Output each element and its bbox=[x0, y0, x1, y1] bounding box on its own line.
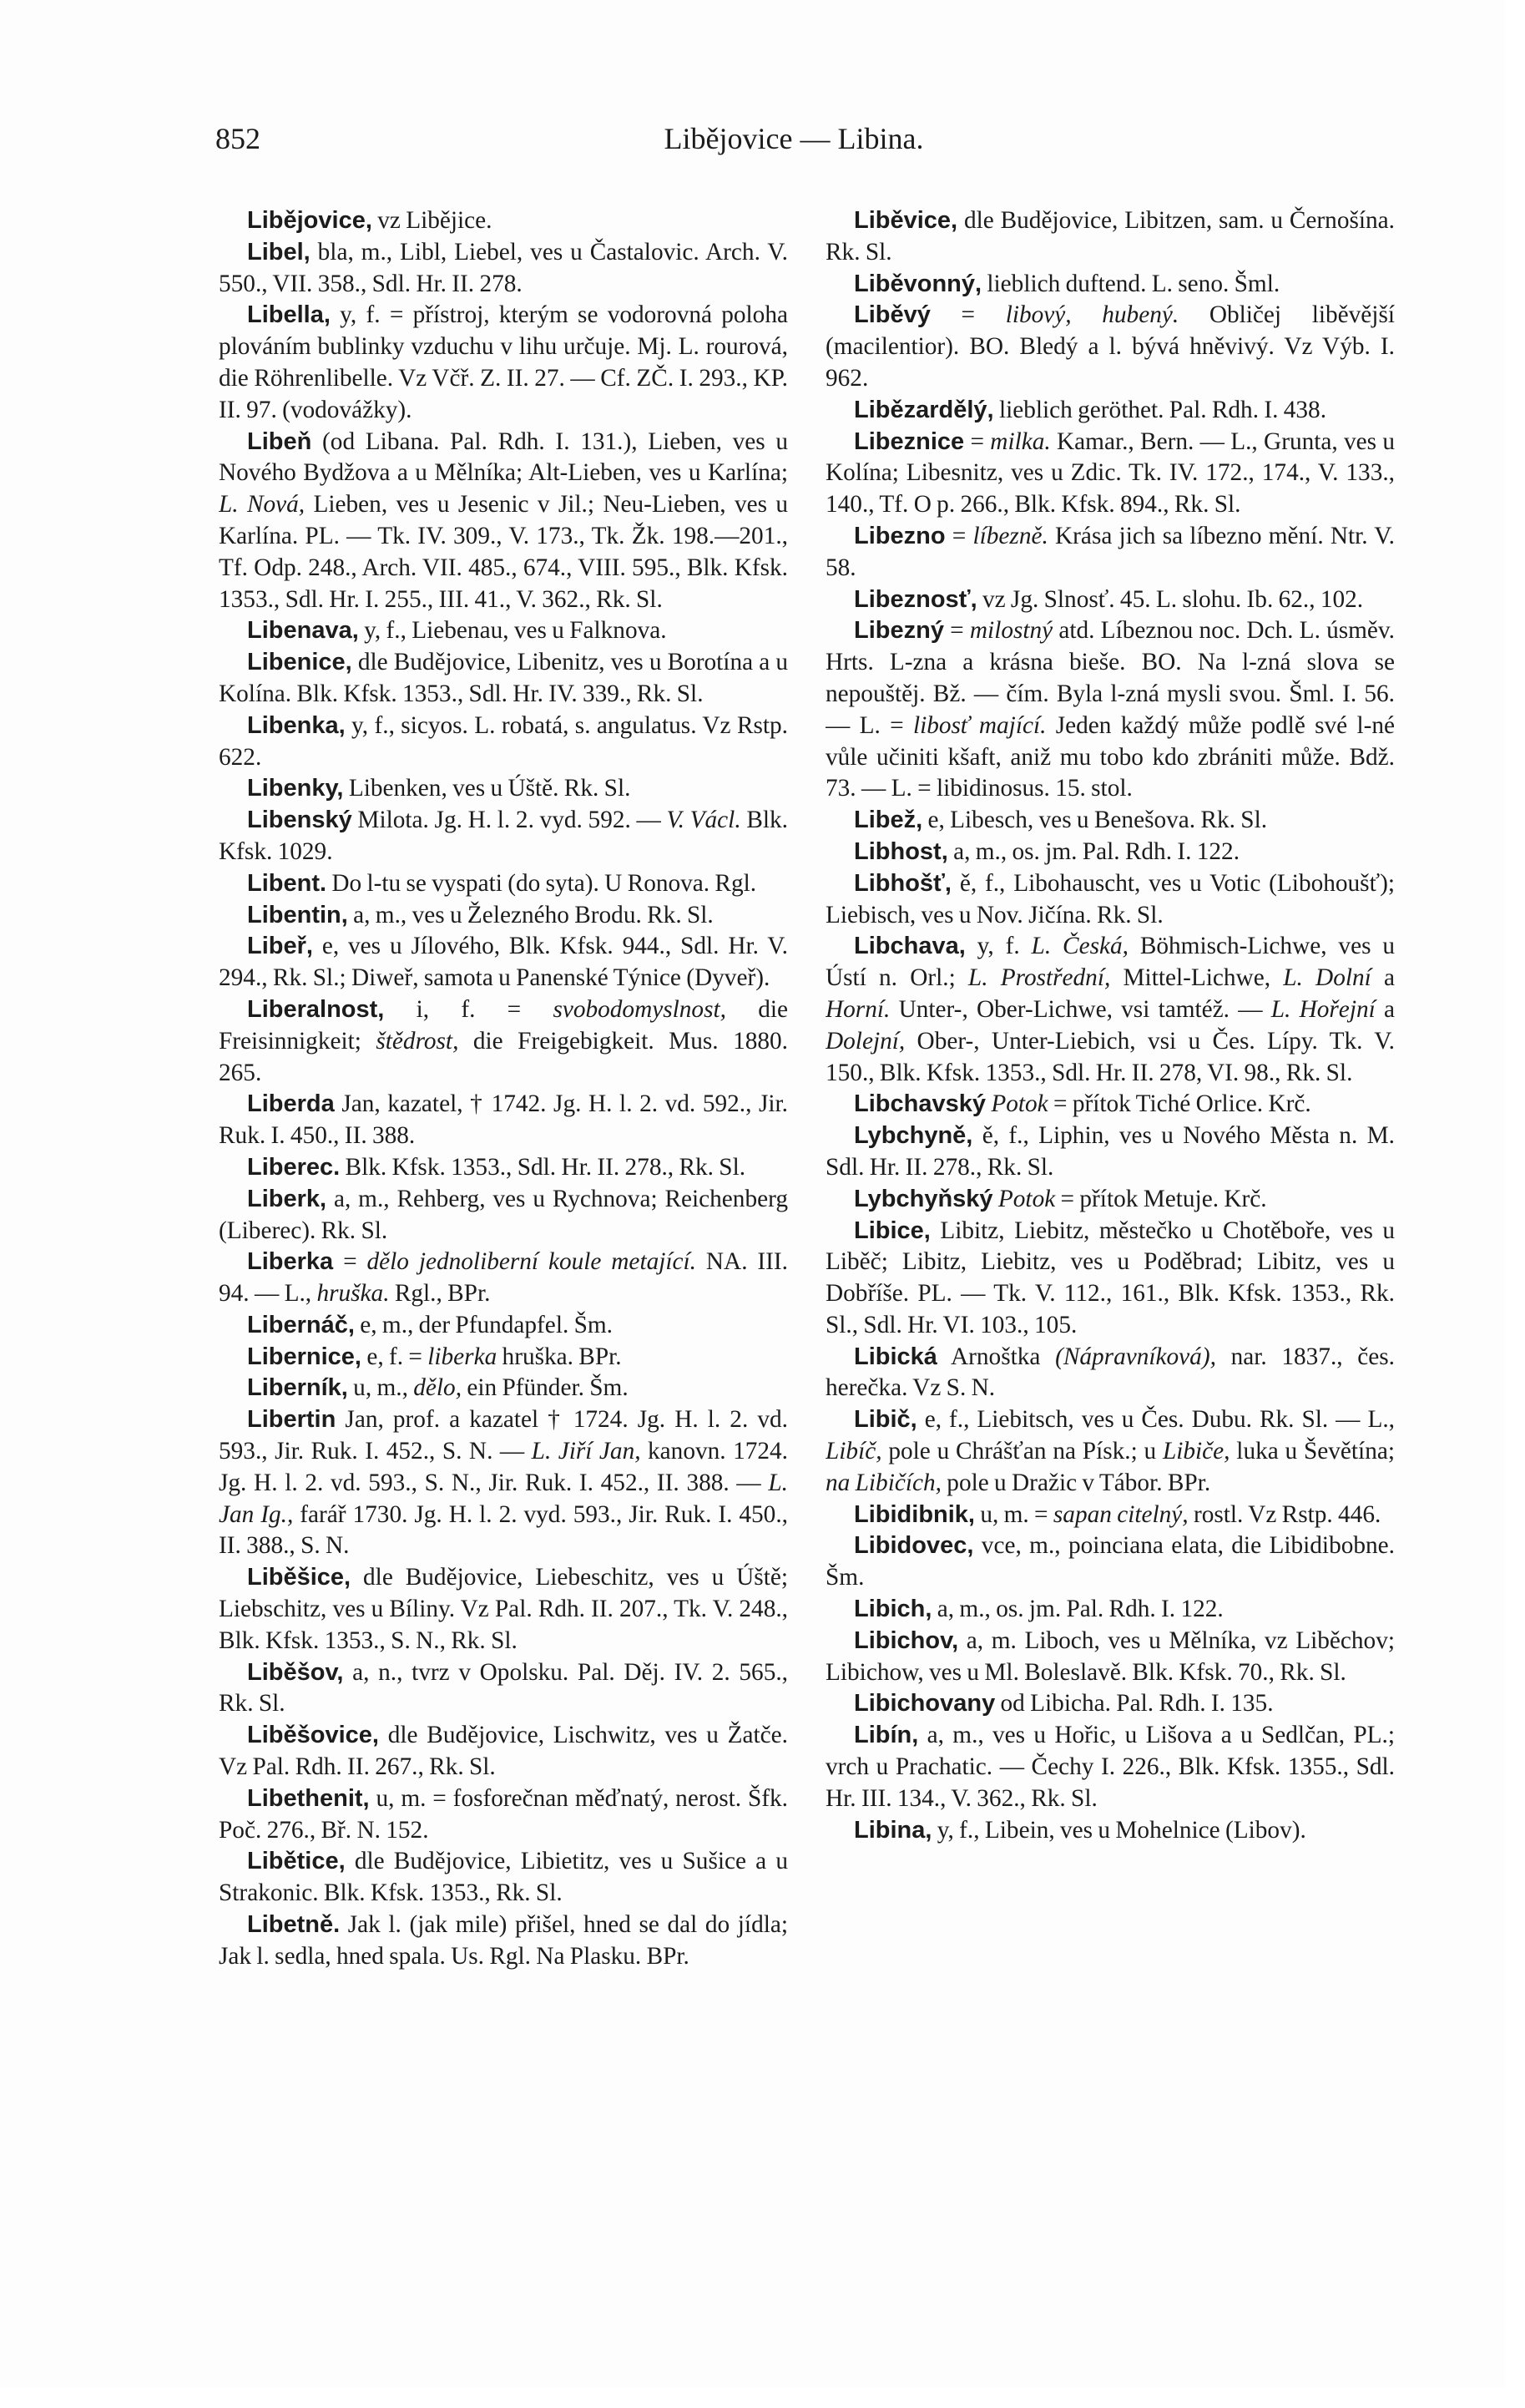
dictionary-entry bbox=[219, 805, 788, 868]
dictionary-entry bbox=[219, 900, 788, 932]
entry-headword: Lybchyňský bbox=[854, 1185, 993, 1212]
dictionary-entry bbox=[219, 711, 788, 774]
entry-text: vz Jg. Slnosť. 45. L. slohu. Ib. 62., 102. bbox=[977, 585, 1364, 613]
entry-text: y, f., sicyos. L. robatá, s. angulatus. Vz Rstp. 622. bbox=[219, 711, 788, 771]
entry-headword: Libchava, bbox=[854, 933, 966, 960]
entry-headword: Liberda bbox=[247, 1090, 335, 1118]
dictionary-entry bbox=[219, 1152, 788, 1184]
dictionary-entry bbox=[219, 1783, 788, 1847]
entry-headword: Libhost, bbox=[854, 837, 948, 865]
entry-headword: Liberk, bbox=[247, 1185, 327, 1212]
dictionary-entry bbox=[219, 868, 788, 900]
entry-text: = bbox=[930, 301, 1006, 329]
entry-text: = bbox=[943, 617, 970, 645]
dictionary-entry bbox=[826, 1342, 1395, 1405]
dictionary-entry bbox=[219, 1657, 788, 1721]
entry-italic-text: V. Václ. bbox=[666, 807, 741, 834]
dictionary-entry bbox=[219, 994, 788, 1089]
entry-text: bla, m., Libl, Liebel, ves u Častalovic. Arch. V. 550., VII. 358., Sdl. Hr. II. 278. bbox=[219, 238, 788, 297]
dictionary-entry bbox=[219, 205, 788, 237]
entry-headword: Libentin, bbox=[247, 901, 348, 928]
entry-text: die Freigebigkeit. Mus. 1880. 265. bbox=[219, 1027, 788, 1086]
entry-headword: Libichovany bbox=[854, 1690, 996, 1717]
dictionary-entry bbox=[826, 1404, 1395, 1499]
entry-text: lieblich geröthet. Pal. Rdh. I. 438. bbox=[993, 396, 1327, 423]
entry-headword: Libeř, bbox=[247, 933, 313, 960]
entry-text: Jak l. (jak mile) přišel, hned se dal do jídla; Jak l. sedla, hned spala. Us. Rgl. Na Plasku. BPr. bbox=[219, 1911, 788, 1970]
entry-text: = bbox=[333, 1248, 367, 1276]
entry-text: NA. III. 94. — L., bbox=[219, 1248, 788, 1308]
dictionary-entry bbox=[826, 837, 1395, 868]
entry-text: pole u Chrášťan na Písk.; u bbox=[881, 1438, 1163, 1465]
entry-headword: Libín, bbox=[854, 1722, 919, 1749]
entry-headword: Libězardělý, bbox=[854, 396, 994, 423]
entry-text: Rgl., BPr. bbox=[389, 1280, 491, 1308]
entry-italic-text: štědrost, bbox=[376, 1027, 459, 1055]
dictionary-entry bbox=[826, 1500, 1395, 1531]
entry-headword: Libel, bbox=[247, 238, 311, 266]
entry-headword: Lybchyně, bbox=[854, 1122, 973, 1150]
entry-headword: Libětice, bbox=[247, 1848, 346, 1875]
entry-italic-text: L. Prostřední, bbox=[967, 964, 1111, 992]
dictionary-entry bbox=[826, 395, 1395, 427]
entry-headword: Libchavský bbox=[854, 1090, 986, 1118]
dictionary-entry bbox=[826, 615, 1395, 805]
dictionary-entry bbox=[826, 1815, 1395, 1847]
dictionary-entry bbox=[826, 584, 1395, 616]
dictionary-entry bbox=[219, 1342, 788, 1373]
entry-italic-text: Libiče, bbox=[1162, 1438, 1230, 1465]
dictionary-entry bbox=[826, 1530, 1395, 1594]
dictionary-entry bbox=[219, 1910, 788, 1973]
entry-italic-text: L. Jiří Jan, bbox=[531, 1438, 641, 1465]
entry-text: vce, m., poinciana elata, die Libidibobne. Šm. bbox=[826, 1532, 1395, 1591]
entry-headword: Libická bbox=[854, 1343, 937, 1370]
entry-headword: Liběvice, bbox=[854, 207, 958, 234]
entry-headword: Libina, bbox=[854, 1816, 932, 1844]
entry-italic-text: milka. bbox=[990, 427, 1051, 455]
entry-text: u, m. = bbox=[975, 1500, 1053, 1528]
dictionary-entry bbox=[219, 931, 788, 994]
dictionary-entry bbox=[219, 300, 788, 426]
entry-text: Krása jich sa líbezno mění. Ntr. V. 58. bbox=[826, 522, 1395, 581]
entry-headword: Libernice, bbox=[247, 1343, 361, 1370]
dictionary-entry bbox=[826, 1089, 1395, 1121]
entry-headword: Libež, bbox=[854, 807, 923, 834]
entry-text: vz Liběјice. bbox=[371, 207, 492, 234]
entry-italic-text: L. Česká, bbox=[1031, 933, 1129, 960]
dictionary-entry bbox=[219, 647, 788, 711]
entry-text: Blk. Kfsk. 1029. bbox=[219, 807, 788, 865]
dictionary-entry bbox=[826, 1184, 1395, 1216]
entry-italic-text: Potok bbox=[997, 1185, 1056, 1212]
entry-text: Milota. Jg. H. l. 2. vyd. 592. — bbox=[351, 807, 667, 834]
dictionary-entry bbox=[219, 1404, 788, 1562]
entry-text: Ober-, Unter-Liebich, vsi u Čes. Lípy. Tk. V. 150., Blk. Kfsk. 1353., Sdl. Hr. II. 278, VI. 98., Rk. Sl. bbox=[826, 1027, 1395, 1086]
dictionary-entry bbox=[826, 521, 1395, 584]
dictionary-entry bbox=[219, 773, 788, 805]
entry-text: a, m., Rehberg, ves u Rychnova; Reichenberg (Liberec). Rk. Sl. bbox=[219, 1185, 788, 1244]
entry-italic-text: L. Hořejní bbox=[1270, 995, 1376, 1023]
entry-text: = přítok Metuje. Krč. bbox=[1055, 1185, 1267, 1212]
entry-italic-text: milostný bbox=[969, 617, 1053, 645]
entry-text: atd. Líbeznou noc. Dch. L. úsměv. Hrts. L-zna a krásna bieše. BO. Na l-zná slova se nepouštěj. Bž. — čím. Byla l-zná mysli svou. Šml. I. 56. — L. = bbox=[826, 617, 1395, 739]
entry-headword: Liběјovice, bbox=[247, 207, 372, 234]
entry-headword: Libice, bbox=[854, 1217, 931, 1244]
entry-headword: Libenky, bbox=[247, 775, 344, 802]
entry-text: e, Libesch, ves u Benešova. Rk. Sl. bbox=[922, 807, 1268, 834]
entry-headword: Libetně. bbox=[247, 1911, 341, 1939]
entry-headword: Liběšov, bbox=[247, 1658, 344, 1686]
dictionary-entry bbox=[219, 1310, 788, 1342]
dictionary-entry bbox=[826, 868, 1395, 932]
entry-text: Libitz, Liebitz, městečko u Chotěboře, ves u Liběč; Libitz, Liebitz, ves u Poděbrad; Libitz, ves u Dobříše. PL. — Tk. V. 112., 161., Blk. Kfsk. 1353., Rk. Sl., Sdl. Hr. VI. 103., 105. bbox=[826, 1217, 1395, 1338]
entry-text: Blk. Kfsk. 1353., Sdl. Hr. II. 278., Rk. Sl. bbox=[340, 1153, 746, 1181]
entry-text: y, f., Libein, ves u Mohelnice (Libov). bbox=[932, 1816, 1306, 1844]
dictionary-entry bbox=[219, 1089, 788, 1152]
entry-text: a, m. Liboch, ves u Mělníka, vz Liběchov; Libichow, ves u Ml. Boleslavě. Blk. Kfsk. 70., Rk. Sl. bbox=[826, 1626, 1395, 1686]
entry-text: Mittel-Lichwe, bbox=[1110, 964, 1284, 992]
entry-headword: Libeň bbox=[247, 427, 312, 455]
entry-text: e, f. = bbox=[361, 1343, 428, 1370]
entry-text: dle Budějovice, Liebeschitz, ves u Úště; Liebschitz, ves u Bíliny. Vz Pal. Rdh. II. 207., Tk. V. 248., Blk. Kfsk. 1353., S. N., Rk. Sl. bbox=[219, 1564, 788, 1654]
entry-text: Jan, prof. a kazatel † 1724. Jg. H. l. 2. vd. 593., Jir. Ruk. I. 452., S. N. — bbox=[219, 1406, 788, 1465]
entry-text: a, m., os. jm. Pal. Rdh. I. 122. bbox=[932, 1596, 1224, 1623]
entry-headword: Libertin bbox=[247, 1406, 336, 1434]
entry-text: Unter-, Ober-Lichwe, vsi tamtéž. — bbox=[890, 995, 1271, 1023]
entry-italic-text: Libíč, bbox=[826, 1438, 882, 1465]
entry-headword: Liberka bbox=[247, 1248, 334, 1276]
entry-text: = přítok Tiché Orlice. Krč. bbox=[1048, 1090, 1311, 1118]
right-column bbox=[826, 205, 1395, 2243]
entry-text: lieblich duftend. L. seno. Šml. bbox=[982, 270, 1280, 297]
entry-headword: Libella, bbox=[247, 301, 331, 329]
entry-headword: Libhošť, bbox=[854, 869, 952, 897]
entry-headword: Libeznice bbox=[854, 427, 965, 455]
entry-text: nar. 1837., čes. herečka. Vz S. N. bbox=[826, 1343, 1395, 1402]
entry-text: Lieben, ves u Jesenic v Jil.; Neu-Lieben, ves u Karlína. PL. — Tk. IV. 309., V. 173., Tk. Žk. 198.—201., Tf. Odp. 248., Arch. VII. 485., 674., VIII. 595., Blk. Kfsk. 1353., Sdl. Hr. I. 255., III. 41., V. 362., Rk. Sl. bbox=[219, 491, 788, 613]
dictionary-entry bbox=[826, 427, 1395, 521]
entry-headword: Libezný bbox=[854, 617, 944, 645]
dictionary-entry bbox=[219, 1562, 788, 1657]
entry-text: Jan, kazatel, † 1742. Jg. H. l. 2. vd. 592., Jir. Ruk. I. 450., II. 388. bbox=[219, 1090, 788, 1150]
entry-text: e, m., der Pfundapfel. Šm. bbox=[354, 1311, 614, 1338]
entry-italic-text: na Libičích, bbox=[826, 1469, 942, 1496]
entry-text: Do l-tu se vyspati (do syta). U Ronova. Rgl. bbox=[326, 869, 757, 897]
dictionary-entry bbox=[826, 1626, 1395, 1689]
entry-headword: Libenský bbox=[247, 807, 352, 834]
entry-text: Jeden každý může podlě své l-né vůle učiniti kšaft, aniž mu tobo kdo zbrániti může. Bdž. 73. — L. = libidinosus. 15. stol. bbox=[826, 711, 1395, 802]
entry-headword: Libidovec, bbox=[854, 1532, 974, 1560]
entry-headword: Libich, bbox=[854, 1596, 932, 1623]
entry-italic-text: Dolejní, bbox=[826, 1027, 906, 1055]
dictionary-entry bbox=[219, 1373, 788, 1404]
entry-text: Böhmisch-Lichwe, ves u Ústí n. Orl.; bbox=[826, 933, 1395, 992]
dictionary-entry bbox=[826, 1216, 1395, 1342]
dictionary-entry bbox=[826, 300, 1395, 394]
dictionary-entry bbox=[826, 1688, 1395, 1720]
entry-text: (od Libana. Pal. Rdh. I. 131.), Lieben, ves u Nového Bydžova a u Mělníka; Alt-Lieben, ves u Karlína; bbox=[219, 427, 788, 487]
entry-headword: Liberník, bbox=[247, 1374, 348, 1402]
entry-text: y, f. bbox=[965, 933, 1032, 960]
running-head: Liběјovice — Libina. bbox=[664, 122, 924, 155]
entry-text: = bbox=[945, 522, 973, 549]
entry-text: dle Budějovice, Libenitz, ves u Borotína a u Kolína. Blk. Kfsk. 1353., Sdl. Hr. IV. 339., Rk. Sl. bbox=[219, 649, 788, 707]
entry-text: a, m., os. jm. Pal. Rdh. I. 122. bbox=[947, 837, 1240, 865]
page-number: 852 bbox=[215, 122, 260, 155]
entry-italic-text: Horní. bbox=[826, 995, 891, 1023]
entry-headword: Liběšice, bbox=[247, 1564, 351, 1591]
entry-text: dle Budějovice, Libietitz, ves u Sušice a u Strakonic. Blk. Kfsk. 1353., Rk. Sl. bbox=[219, 1848, 788, 1907]
entry-headword: Libezno bbox=[854, 522, 946, 549]
dictionary-entry bbox=[219, 237, 788, 301]
entry-text: kanovn. 1724. Jg. H. l. 2. vd. 593., S. N., Jir. Ruk. I. 452., II. 388. — bbox=[219, 1438, 788, 1496]
entry-headword: Libič, bbox=[854, 1406, 917, 1434]
entry-text: ein Pfünder. Šm. bbox=[462, 1374, 629, 1402]
entry-italic-text: L. Jan Ig., bbox=[219, 1469, 788, 1528]
entry-text: y, f. = přístroj, kterým se vodorovná poloha plováním bublinky vzduchu v lihu určuje. Mj. L. rourová, die Röhrenlibelle. Vz Včř. Z. II. 27. — Cf. ZČ. I. 293., KP. II. 97. (vodovážky). bbox=[219, 301, 788, 423]
entry-text: pole u Dražic v Tábor. BPr. bbox=[941, 1469, 1211, 1496]
entry-text: y, f., Liebenau, ves u Falknova. bbox=[358, 617, 667, 645]
entry-italic-text: líbezně. bbox=[972, 522, 1048, 549]
entry-headword: Libernáč, bbox=[247, 1311, 355, 1338]
page-header bbox=[215, 121, 1372, 166]
entry-text: dle Budějovice, Libitzen, sam. u Černošína. Rk. Sl. bbox=[826, 207, 1395, 266]
entry-text: Kamar., Bern. — L., Grunta, ves u Kolína; Libesnitz, ves u Zdic. Tk. IV. 172., 174., V. 133., 140., Tf. O p. 266., Blk. Kfsk. 894., Rk. Sl. bbox=[826, 427, 1395, 519]
entry-text: a bbox=[1371, 964, 1395, 992]
entry-headword: Libeznosť, bbox=[854, 585, 977, 613]
dictionary-entry bbox=[826, 1594, 1395, 1626]
entry-text: u, m. = fosforečnan měďnatý, nerost. Šfk. Poč. 276., Bř. N. 152. bbox=[219, 1784, 788, 1844]
entry-headword: Libenice, bbox=[247, 649, 352, 676]
entry-headword: Liběvý bbox=[854, 301, 931, 329]
entry-italic-text: Potok bbox=[991, 1090, 1048, 1118]
entry-headword: Liběvonný, bbox=[854, 270, 982, 297]
entry-headword: Libent. bbox=[247, 869, 327, 897]
entry-text: farář 1730. Jg. H. l. 2. vyd. 593., Jir. Ruk. I. 450., II. 388., S. N. bbox=[219, 1500, 788, 1560]
entry-italic-text: (Nápravníková), bbox=[1055, 1343, 1216, 1370]
entry-italic-text: hruška. bbox=[316, 1280, 390, 1308]
entry-text: Obličej liběvější (macilentior). BO. Bledý a l. bývá hněvivý. Vz Výb. I. 962. bbox=[826, 301, 1395, 392]
entry-italic-text: liberka bbox=[427, 1343, 497, 1370]
entry-text: a, n., tvrz v Opolsku. Pal. Děj. IV. 2. 565., Rk. Sl. bbox=[219, 1658, 788, 1717]
entry-text: a, m., ves u Hořic, u Lišova a u Sedlčan, PL.; vrch u Prachatic. — Čechy I. 226., Blk. Kfsk. 1355., Sdl. Hr. III. 134., V. 362., Rk. Sl. bbox=[826, 1722, 1395, 1812]
entry-text: ě, f., Liphin, ves u Nového Města n. M. Sdl. Hr. II. 278., Rk. Sl. bbox=[826, 1122, 1395, 1181]
dictionary-entry bbox=[219, 1247, 788, 1310]
entry-text: e, ves u Jílového, Blk. Kfsk. 944., Sdl. Hr. V. 294., Rk. Sl.; Diweř, samota u Panenské Týnice (Dyveř). bbox=[219, 933, 788, 992]
entry-text: ě, f., Libohauscht, ves u Votic (Libohoušť); Liebisch, ves u Nov. Jičína. Rk. Sl. bbox=[826, 869, 1395, 928]
entry-text: rostl. Vz Rstp. 446. bbox=[1188, 1500, 1381, 1528]
entry-italic-text: sapan citelný, bbox=[1053, 1500, 1189, 1528]
dictionary-entry bbox=[826, 1720, 1395, 1814]
entry-italic-text: dělo jednoliberní koule metající. bbox=[366, 1248, 696, 1276]
entry-text: luka u Ševětína; bbox=[1230, 1438, 1395, 1465]
dictionary-entry bbox=[826, 931, 1395, 1089]
entry-text: Libenken, ves u Úště. Rk. Sl. bbox=[343, 775, 631, 802]
entry-text: od Libicha. Pal. Rdh. I. 135. bbox=[995, 1690, 1274, 1717]
entry-text: a bbox=[1375, 995, 1395, 1023]
entry-italic-text: dělo, bbox=[413, 1374, 462, 1402]
entry-headword: Liberalnost, bbox=[247, 995, 385, 1023]
entry-headword: Libethenit, bbox=[247, 1784, 370, 1812]
entry-text: a, m., ves u Železného Brodu. Rk. Sl. bbox=[347, 901, 714, 928]
entry-italic-text: L. Dolní bbox=[1283, 964, 1371, 992]
entry-italic-text: L. Nová, bbox=[219, 491, 306, 519]
entry-headword: Libenka, bbox=[247, 711, 346, 739]
dictionary-entry bbox=[826, 805, 1395, 837]
entry-italic-text: svobodomyslnost, bbox=[553, 995, 726, 1023]
dictionary-entry bbox=[219, 1184, 788, 1247]
dictionary-entry bbox=[219, 1720, 788, 1783]
dictionary-entry bbox=[219, 427, 788, 616]
dictionary-entry bbox=[219, 615, 788, 647]
entry-headword: Liběšovice, bbox=[247, 1722, 379, 1749]
left-column bbox=[219, 205, 788, 2243]
entry-text: Arnoštka bbox=[937, 1343, 1056, 1370]
entry-text: = bbox=[964, 427, 991, 455]
entry-text: u, m., bbox=[347, 1374, 414, 1402]
entry-text: dle Budějovice, Lischwitz, ves u Žatče. Vz Pal. Rdh. II. 267., Rk. Sl. bbox=[219, 1722, 788, 1781]
entry-headword: Libichov, bbox=[854, 1626, 959, 1654]
entry-headword: Liberec. bbox=[247, 1153, 341, 1181]
entry-headword: Libidibnik, bbox=[854, 1500, 975, 1528]
dictionary-entry bbox=[826, 1121, 1395, 1184]
entry-italic-text: libosť mající. bbox=[912, 711, 1047, 739]
entry-text: hruška. BPr. bbox=[497, 1343, 622, 1370]
entry-text: i, f. = bbox=[384, 995, 553, 1023]
entry-headword: Libenava, bbox=[247, 617, 359, 645]
entry-text: e, f., Liebitsch, ves u Čes. Dubu. Rk. Sl. — L., bbox=[917, 1406, 1395, 1434]
dictionary-entry bbox=[826, 205, 1395, 269]
entry-italic-text: libový, hubený. bbox=[1005, 301, 1179, 329]
dictionary-entry bbox=[219, 1846, 788, 1910]
dictionary-entry bbox=[826, 269, 1395, 301]
entry-text: die Freisinnigkeit; bbox=[219, 995, 788, 1055]
